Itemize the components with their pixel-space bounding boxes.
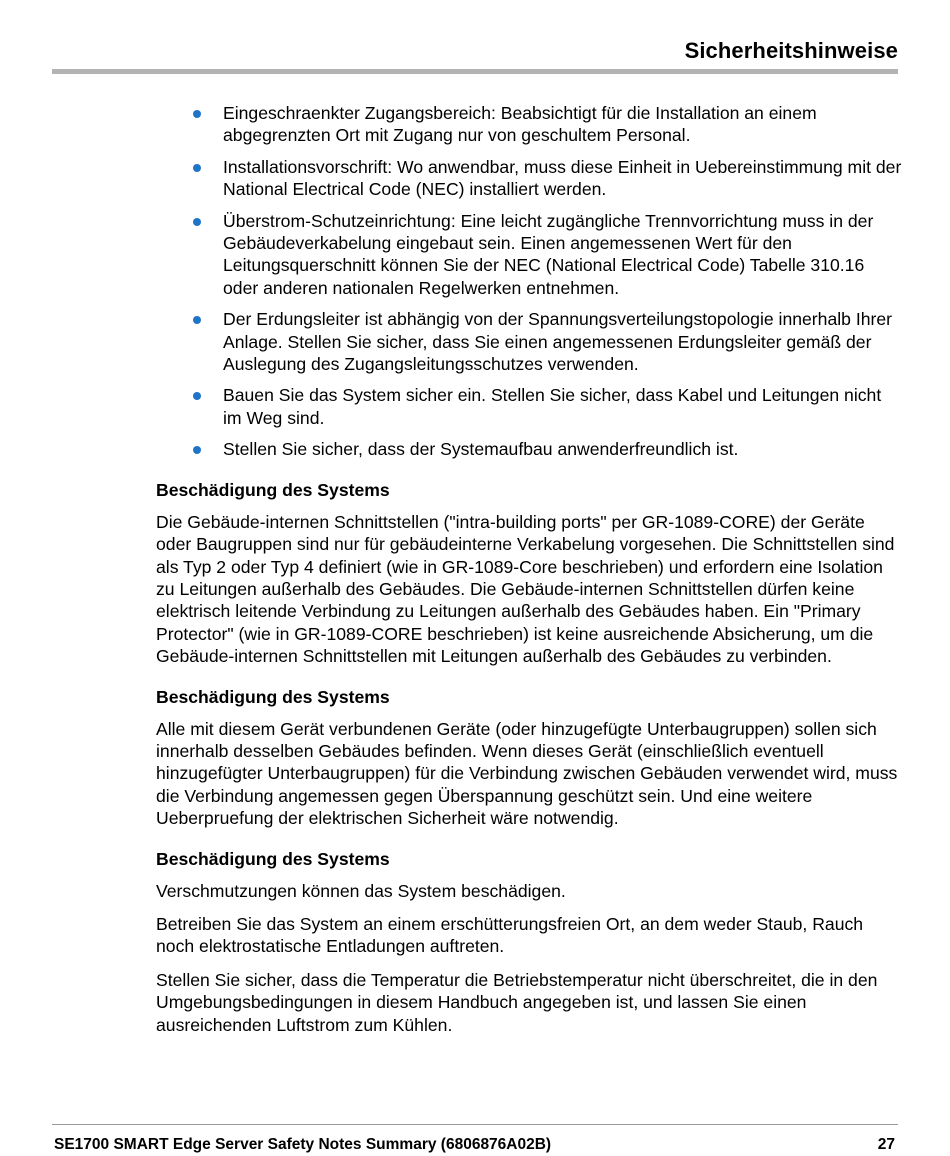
list-item [0, 308, 904, 375]
section-heading: Beschädigung des Systems [156, 848, 390, 869]
list-item-text: Stellen Sie sicher, dass der Systemaufbau anwenderfreundlich ist. [223, 439, 739, 460]
section-paragraph: Verschmutzungen können das System beschädigen. [156, 880, 566, 901]
section-inter-building [156, 686, 904, 830]
section-paragraph: Stellen Sie sicher, dass die Temperatur die Betriebstemperatur nicht überschreitet, die in den Umgebungsbedingungen in diesem Handbuch angegeben ist, und lassen Sie einen ausreichenden Luftstrom zum Kühlen. [156, 969, 878, 1035]
bullet-icon [193, 392, 201, 400]
footer-page-number: 27 [877, 1136, 895, 1153]
bullet-icon [193, 110, 201, 118]
list-item-text: Installationsvorschrift: Wo anwendbar, muss diese Einheit in Uebereinstimmung mit der National Electrical Code (NEC) installiert werden. [223, 156, 902, 200]
list-item [0, 438, 904, 460]
bullet-icon [193, 218, 201, 226]
bullet-icon [193, 316, 201, 324]
section-heading: Beschädigung des Systems [156, 686, 390, 707]
footer-document-title: SE1700 SMART Edge Server Safety Notes Summary (6806876A02B) [54, 1136, 552, 1153]
list-item [0, 156, 904, 201]
section-contamination [156, 848, 904, 1036]
section-paragraph: Alle mit diesem Gerät verbundenen Geräte (oder hinzugefügte Unterbaugruppen) sollen sich innerhalb desselben Gebäudes befinden. Wenn dieses Gerät (einschließlich eventuell hinzugefügter Unterbaugruppen) für die Verbindung zwischen Gebäuden verwendet wird, muss die Verbindung angemessen gegen Überspannung geschützt sein. Und eine weitere Ueberpruefung der elektrischen Sicherheit wäre notwendig. [156, 718, 898, 829]
section-heading: Beschädigung des Systems [156, 479, 390, 500]
list-item-text: Überstrom-Schutzeinrichtung: Eine leicht zugängliche Trennvorrichtung muss in der Gebäudeverkabelung eingebaut sein. Einen angemessenen Wert für den Leitungsquerschnitt können Sie der NEC (National Electrical Code) Tabelle 310.16 oder anderen nationalen Regelwerken entnehmen. [223, 210, 874, 298]
bullet-icon [193, 164, 201, 172]
section-paragraph: Betreiben Sie das System an einem erschütterungsfreien Ort, an dem weder Staub, Rauch noch elektrostatische Entladungen auftreten. [156, 913, 864, 957]
list-item [0, 210, 904, 300]
footer-divider [52, 1124, 898, 1125]
safety-bullet-list [156, 102, 904, 461]
bullet-icon [193, 446, 201, 454]
list-item [0, 102, 904, 147]
page-header-title: Sicherheitshinweise [684, 38, 898, 63]
section-paragraph: Die Gebäude-internen Schnittstellen ("intra-building ports" per GR-1089-CORE) der Geräte oder Baugruppen sind nur für gebäudeinterne Verkabelung vorgesehen. Die Schnittstellen sind als Typ 2 oder Typ 4 definiert (wie in GR-1089-Core beschrieben) und erfordern eine Isolation zu Leitungen außerhalb des Gebäudes. Die Gebäude-internen Schnittstellen dürfen keine elektrisch leitende Verbindung zu Leitungen außerhalb des Gebäudes haben. Ein "Primary Protector" (wie in GR-1089-CORE beschrieben) ist keine ausreichende Absicherung, um die Gebäude-internen Schnittstellen mit Leitungen außerhalb des Gebäudes zu verbinden. [156, 511, 895, 667]
list-item-text: Bauen Sie das System sicher ein. Stellen Sie sicher, dass Kabel und Leitungen nicht im Weg sind. [223, 385, 882, 428]
header-divider [52, 69, 898, 74]
list-item-text: Eingeschraenkter Zugangsbereich: Beabsichtigt für die Installation an einem abgegrenzten Ort mit Zugang nur von geschultem Personal. [223, 103, 817, 146]
page-content [156, 102, 904, 1047]
section-intra-building-ports [156, 479, 904, 668]
list-item [0, 384, 904, 429]
list-item-text: Der Erdungsleiter ist abhängig von der Spannungsverteilungstopologie innerhalb Ihrer Anlage. Stellen Sie sicher, dass Sie einen angemessenen Erdungsleiter gemäß der Auslegung des Zugangsleitungsschutzes verwenden. [223, 309, 892, 375]
